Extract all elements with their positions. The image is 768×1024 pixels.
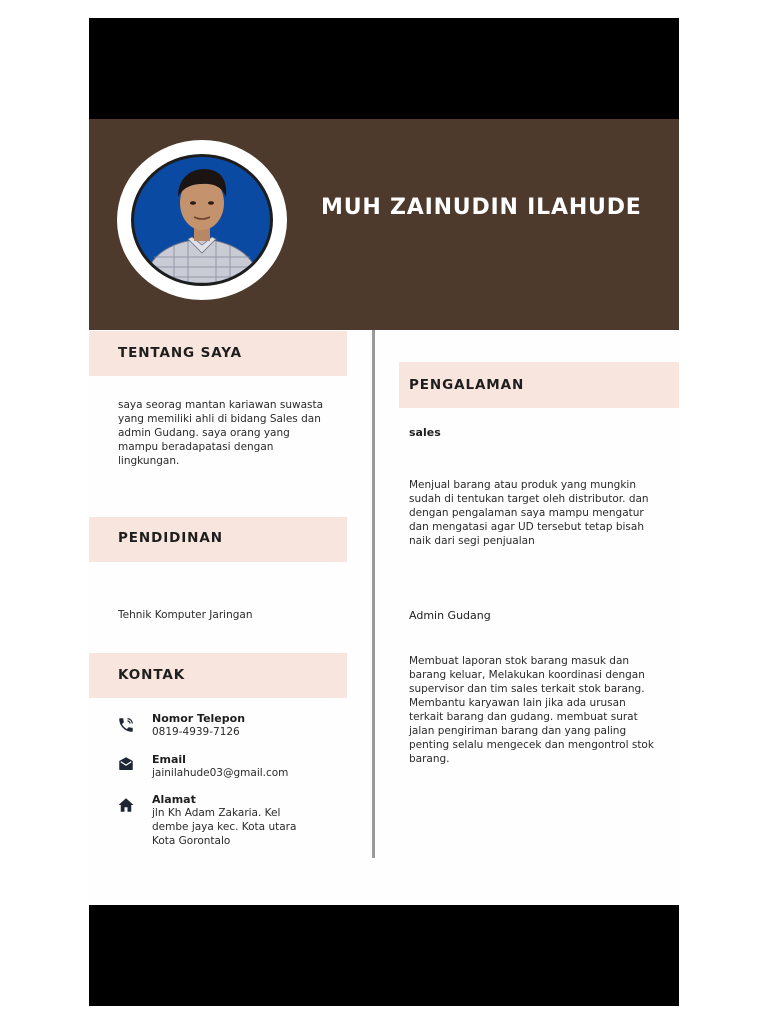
education-section-bar bbox=[89, 517, 347, 562]
experience-title: PENGALAMAN bbox=[409, 377, 525, 393]
top-letterbox bbox=[89, 18, 679, 119]
contact-title: KONTAK bbox=[118, 667, 186, 683]
education-title: PENDIDINAN bbox=[118, 530, 223, 546]
column-divider bbox=[372, 330, 375, 858]
education-item: Tehnik Komputer Jaringan bbox=[118, 609, 253, 621]
profile-photo-frame bbox=[117, 140, 287, 300]
bottom-letterbox bbox=[89, 905, 679, 1006]
profile-photo bbox=[131, 154, 273, 286]
experience-section-bar bbox=[399, 362, 679, 408]
email-label: Email bbox=[152, 753, 186, 766]
job-description-admin: Membuat laporan stok barang masuk dan barang keluar, Melakukan koordinasi dengan supervisor dan tim sales terkait stok barang. Membantu karyawan lain jika ada urusan terkait barang dan gudang. membuat surat jalan pengiriman barang dan yang paling penting selalu mengecek dan mengontrol stok barang. bbox=[409, 655, 654, 765]
address-label: Alamat bbox=[152, 793, 196, 806]
contact-section-bar bbox=[89, 653, 347, 698]
home-icon bbox=[117, 796, 135, 814]
email-value: jainilahude03@gmail.com bbox=[152, 767, 289, 779]
job-description-sales: Menjual barang atau produk yang mungkin sudah di tentukan target oleh distributor. dan dengan pengalaman saya mampu mengatur dan mengatasi agar UD tersebut tetap bisah naik dari segi penjualan bbox=[409, 479, 649, 547]
person-illustration bbox=[134, 157, 270, 283]
header-band bbox=[89, 119, 679, 330]
about-title: TENTANG SAYA bbox=[118, 345, 243, 361]
address-contact bbox=[152, 793, 320, 848]
phone-value: 0819-4939-7126 bbox=[152, 726, 240, 738]
full-name: MUH ZAINUDIN ILAHUDE bbox=[321, 195, 642, 220]
phone-contact bbox=[152, 712, 352, 739]
phone-icon bbox=[117, 716, 135, 734]
resume-page bbox=[89, 18, 679, 1006]
job-role-sales: sales bbox=[409, 426, 441, 439]
about-text: saya seorag mantan kariawan suwasta yang memiliki ahli di bidang Sales dan admin Gudang. saya orang yang mampu beradapatasi dengan lingkungan. bbox=[118, 399, 324, 467]
job-role-admin: Admin Gudang bbox=[409, 609, 491, 622]
address-value: jln Kh Adam Zakaria. Kel dembe jaya kec. Kota utara Kota Gorontalo bbox=[152, 807, 297, 847]
about-section-bar bbox=[89, 331, 347, 376]
phone-label: Nomor Telepon bbox=[152, 712, 246, 725]
email-contact bbox=[152, 753, 352, 780]
email-icon bbox=[117, 755, 135, 773]
